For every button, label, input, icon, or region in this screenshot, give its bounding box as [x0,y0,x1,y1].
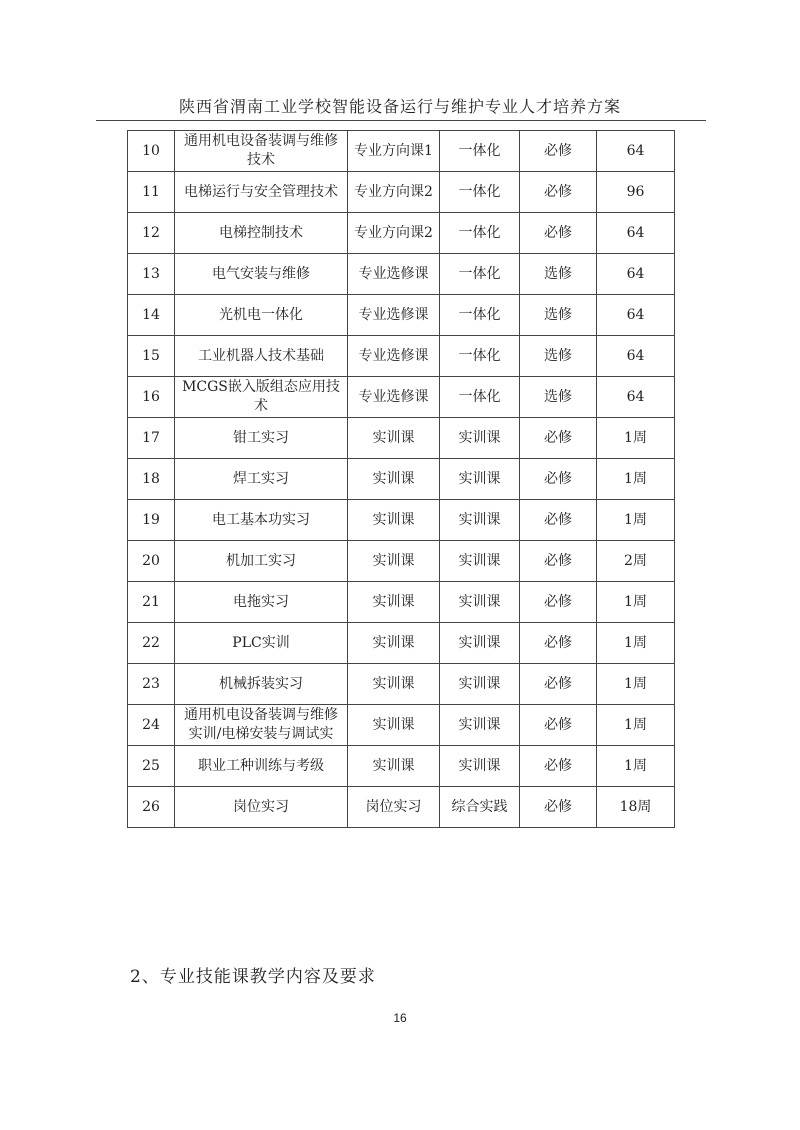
hours-cell: 1周 [597,418,675,459]
table-row [128,172,675,213]
course-type-cell: 实训课 [348,541,440,582]
requirement-cell: 必修 [520,418,597,459]
section-heading: 2、专业技能课教学内容及要求 [130,967,376,987]
row-number-cell: 14 [128,295,175,336]
teaching-mode-cell: 实训课 [440,459,520,500]
course-type-cell: 专业方向课2 [348,172,440,213]
hours-cell: 1周 [597,705,675,746]
teaching-mode-cell: 实训课 [440,418,520,459]
teaching-mode-cell: 实训课 [440,623,520,664]
course-type-cell: 岗位实习 [348,787,440,828]
table-row [128,787,675,828]
hours-cell: 1周 [597,582,675,623]
row-number-cell: 22 [128,623,175,664]
hours-cell: 1周 [597,459,675,500]
teaching-mode-cell: 一体化 [440,172,520,213]
table-row [128,295,675,336]
course-type-cell: 实训课 [348,459,440,500]
course-type-cell: 实训课 [348,500,440,541]
requirement-cell: 必修 [520,131,597,172]
teaching-mode-cell: 一体化 [440,295,520,336]
row-number-cell: 20 [128,541,175,582]
requirement-cell: 必修 [520,664,597,705]
course-type-cell: 专业选修课 [348,377,440,418]
course-name-cell: PLC实训 [175,623,348,664]
course-table-body [128,131,675,828]
table-row [128,213,675,254]
teaching-mode-cell: 一体化 [440,377,520,418]
row-number-cell: 12 [128,213,175,254]
course-name-cell: 通用机电设备装调与维修技术 [175,131,348,172]
requirement-cell: 选修 [520,295,597,336]
hours-cell: 1周 [597,623,675,664]
row-number-cell: 19 [128,500,175,541]
page-number: 16 [393,1011,407,1025]
table-row [128,418,675,459]
course-type-cell: 专业方向课1 [348,131,440,172]
hours-cell: 64 [597,295,675,336]
course-type-cell: 专业方向课2 [348,213,440,254]
hours-cell: 64 [597,254,675,295]
teaching-mode-cell: 一体化 [440,131,520,172]
course-name-cell: 电气安装与维修 [175,254,348,295]
course-name-cell: 电工基本功实习 [175,500,348,541]
row-number-cell: 15 [128,336,175,377]
row-number-cell: 21 [128,582,175,623]
row-number-cell: 10 [128,131,175,172]
teaching-mode-cell: 一体化 [440,254,520,295]
requirement-cell: 必修 [520,787,597,828]
hours-cell: 1周 [597,664,675,705]
requirement-cell: 必修 [520,213,597,254]
course-name-cell: 焊工实习 [175,459,348,500]
row-number-cell: 17 [128,418,175,459]
teaching-mode-cell: 一体化 [440,213,520,254]
header-rule [96,120,706,121]
course-type-cell: 专业选修课 [348,254,440,295]
hours-cell: 64 [597,131,675,172]
course-name-cell: 机械拆装实习 [175,664,348,705]
requirement-cell: 选修 [520,254,597,295]
course-type-cell: 实训课 [348,623,440,664]
table-row [128,582,675,623]
requirement-cell: 必修 [520,623,597,664]
row-number-cell: 13 [128,254,175,295]
teaching-mode-cell: 实训课 [440,746,520,787]
requirement-cell: 必修 [520,582,597,623]
requirement-cell: 选修 [520,377,597,418]
course-name-cell: 钳工实习 [175,418,348,459]
requirement-cell: 必修 [520,172,597,213]
course-type-cell: 专业选修课 [348,295,440,336]
course-name-cell: 工业机器人技术基础 [175,336,348,377]
hours-cell: 96 [597,172,675,213]
teaching-mode-cell: 实训课 [440,500,520,541]
table-row [128,336,675,377]
table-row [128,500,675,541]
hours-cell: 18周 [597,787,675,828]
teaching-mode-cell: 实训课 [440,541,520,582]
course-name-cell: MCGS嵌入版组态应用技术 [175,377,348,418]
table-row [128,541,675,582]
course-name-cell: 电梯运行与安全管理技术 [175,172,348,213]
hours-cell: 64 [597,213,675,254]
requirement-cell: 必修 [520,746,597,787]
course-table [127,130,675,828]
course-type-cell: 实训课 [348,418,440,459]
course-type-cell: 实训课 [348,705,440,746]
requirement-cell: 必修 [520,500,597,541]
row-number-cell: 25 [128,746,175,787]
table-row [128,459,675,500]
requirement-cell: 必修 [520,705,597,746]
hours-cell: 1周 [597,500,675,541]
table-row [128,705,675,746]
hours-cell: 2周 [597,541,675,582]
table-row [128,377,675,418]
course-name-cell: 职业工种训练与考级 [175,746,348,787]
teaching-mode-cell: 实训课 [440,582,520,623]
course-name-cell: 电梯控制技术 [175,213,348,254]
table-row [128,746,675,787]
course-name-cell: 电拖实习 [175,582,348,623]
requirement-cell: 必修 [520,541,597,582]
row-number-cell: 23 [128,664,175,705]
course-name-cell: 机加工实习 [175,541,348,582]
hours-cell: 64 [597,336,675,377]
row-number-cell: 26 [128,787,175,828]
teaching-mode-cell: 综合实践 [440,787,520,828]
course-type-cell: 实训课 [348,746,440,787]
course-name-cell: 光机电一体化 [175,295,348,336]
page-header-title: 陕西省渭南工业学校智能设备运行与维护专业人才培养方案 [178,97,621,116]
teaching-mode-cell: 一体化 [440,336,520,377]
course-name-cell: 岗位实习 [175,787,348,828]
hours-cell: 1周 [597,746,675,787]
table-row [128,254,675,295]
table-row [128,623,675,664]
course-type-cell: 专业选修课 [348,336,440,377]
row-number-cell: 11 [128,172,175,213]
course-name-cell: 通用机电设备装调与维修实训/电梯安装与调试实 [175,705,348,746]
course-type-cell: 实训课 [348,582,440,623]
row-number-cell: 18 [128,459,175,500]
teaching-mode-cell: 实训课 [440,664,520,705]
table-row [128,664,675,705]
requirement-cell: 选修 [520,336,597,377]
table-row [128,131,675,172]
course-type-cell: 实训课 [348,664,440,705]
hours-cell: 64 [597,377,675,418]
row-number-cell: 16 [128,377,175,418]
requirement-cell: 必修 [520,459,597,500]
row-number-cell: 24 [128,705,175,746]
teaching-mode-cell: 实训课 [440,705,520,746]
